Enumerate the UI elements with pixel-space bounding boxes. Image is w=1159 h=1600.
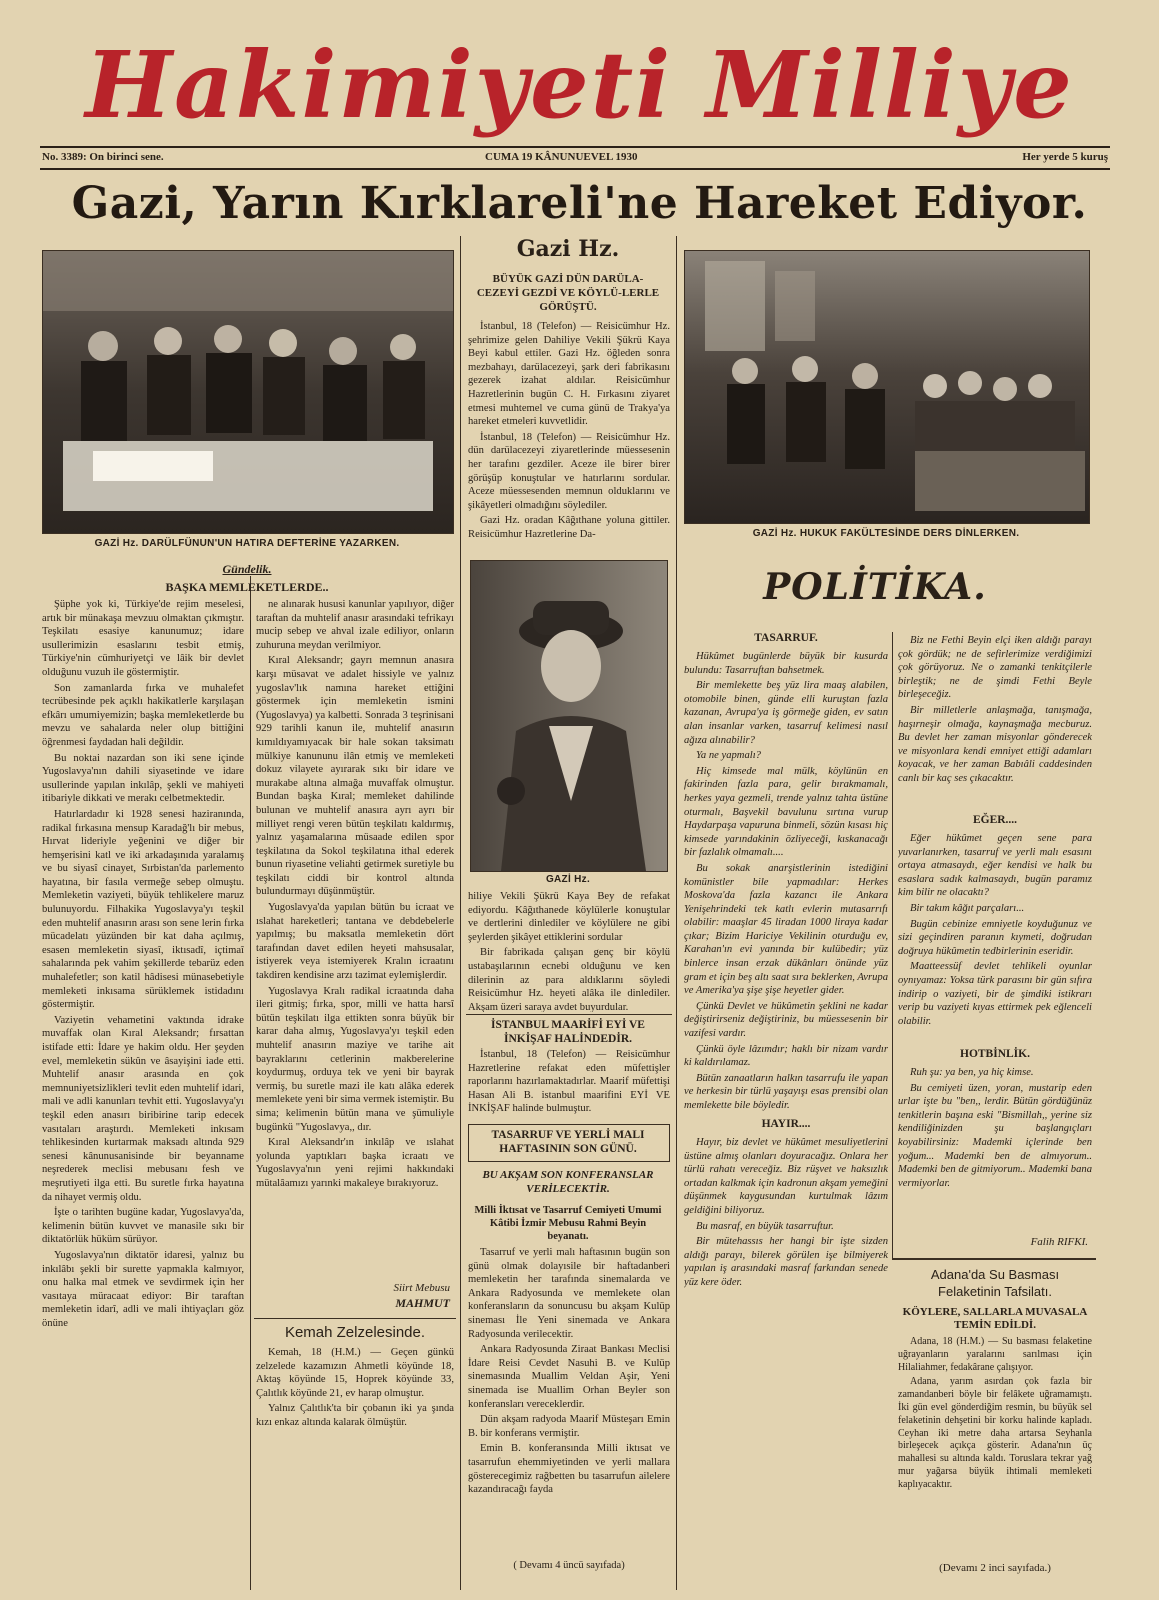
photo-gazi-writing (42, 250, 454, 534)
hotbinlik-section-title: HOTBİNLİK. (960, 1048, 1030, 1060)
issue-date: CUMA 19 KÂNUNUEVEL 1930 (485, 151, 638, 163)
paragraph: Yugoslavya'nın diktatör idaresi, yalnız bu inkılâbı şekli bir surette yapmakla kalmıyor, onu halka mal etmek ve sevdirmek için her vasıtaya müracaat ediyor: Bir taraftan memleketin idarî, adli ve mali ihtiyaçları göz önüne (42, 1249, 244, 1329)
photo-image (471, 561, 667, 871)
paragraph: Bir memlekette beş yüz lira maaş alabilen, otomobile binen, günde elli kuruştan fazla kazanan, Avrupa'ya iş görmeğe giden, ev satın alan insanlar varken, tasarruf kelimesi nasıl ağıza alınabilir? (684, 680, 888, 746)
section-rule (254, 1318, 456, 1319)
tasarruf-continued: ( Devamı 4 üncü sayıfada) (513, 1560, 625, 1571)
paragraph: İstanbul, 18 (Telefon) — Reisicümhur Hz. dün darülacezeyi ziyaretlerinde müessesenin her tarafını gezdiler. Aceze ile birer birer görüşüp konuştular ve hatırlarını sordular. Aceze müessesenden memnun olduklarını ve şikâyetleri olmadığını söylediler. (468, 431, 670, 511)
issue-number: No. 3389: On birinci sene. (42, 151, 164, 163)
adana-article (898, 1336, 1092, 1558)
politika-title: POLİTİKA. (763, 566, 987, 608)
dateline (40, 146, 1110, 170)
section-rule (466, 1014, 672, 1015)
paragraph: Yugoslavya Kralı radikal icraatında daha ileri gitmiş; fırka, spor, milli ve hatta harsî bütün teşkilatı ilga ettikten sonra büyük bir karar daha almış, Yugoslavya'yı teşkil eden muhtelif anasırın maziye ve tarihe ait bayraklarını cetlerinin makberelerine koydurmuş, orduya tek ve yeni bir bayrak vermiş, bu suretle mazi ile katı alâka ederek memlekete yeni bir sima vermek istemiştir. Bu sima; kelimenin bütün mana ve şümuliyle bugünkü "Yugoslavya,, dır. (256, 985, 454, 1133)
politika-author: Falih RIFKI. (1030, 1236, 1088, 1248)
paragraph: Bugün cebinize emniyetle koyduğunuz ve sizi geçindiren paranın kıymeti, doğrudan doğruya hükûmetin tedbirlerinin eseridir. (898, 918, 1092, 957)
tasarruf-box-subtitle: BU AKŞAM SON KONFERANSLAR VERİLECEKTİR. (482, 1169, 654, 1195)
paragraph: İstanbul, 18 (Telefon) — Reisicümhur Hazretlerine refakat eden müfettişler raporlarını hazırlamaktadırlar. Maarif müfettişi Hasan Ali B. istanbul maarifini EYİ VE İNKİŞAF halinde bulmuştur. (468, 1049, 670, 1115)
paragraph: Kemah, 18 (H.M.) — Geçen günkü zelzelede kazamızın Ahmetli köyünde 18, Aktaş köyünde 15, Hoprek köyünde 33, Çalıtlık köyünde 21, ev harap olmuştur. (256, 1347, 454, 1399)
paragraph: Emin B. konferansında Milli iktısat ve tasarrufun ehemmiyetinden ve yerli mallara gösterecegimiz rağbetten bu tasarrufun ailelere kazandıracağı fayda (468, 1443, 670, 1496)
politika-column-1b (684, 1136, 888, 1576)
gundelik-author: MAHMUT (395, 1296, 450, 1310)
paragraph: Son zamanlarda fırka ve muhalefet tecrübesinde pek açıklı hakikatlerle karşılaşan efkârı umumiyemizin; başka memleketlerde bu mevzu ve sahalarda neler olup bittiğini öğrenmesi faydadan hali değildir. (42, 682, 244, 748)
paragraph: Hükûmet bugünlerde büyük bir kusurda bulundu: Tasarruftan bahsetmek. (684, 651, 888, 676)
photo-caption-right: GAZİ Hz. HUKUK FAKÜLTESİNDE DERS DİNLERKEN. (752, 528, 1020, 539)
paragraph: Yalnız Çalıtlık'ta bir çobanın iki ya şında kızı enkaz altında kalarak ölmüştür. (256, 1403, 454, 1428)
paragraph: Ya ne yapmalı? (696, 750, 761, 762)
paragraph: Bu cemiyeti üzen, yoran, mustarip eden urlar işte bu "ben,, lerdir. Bütün gördüğünüz tenkitlerin başına eski "Bismillah,, yerine siz kendiliğinizden şu başlangıçları koyabilirsiniz: Mademki içlerinde ben yoğum... Mademki ben de almıyorum.. Mademki ben de gitmiyorum.. Mademki bana vermiyorlar. (898, 1082, 1092, 1189)
gazi-subtitle: BÜYÜK GAZİ DÜN DARÜLA-CEZEYİ GEZDİ VE KÖYLÜ-LERLE GÖRÜŞTÜ. (476, 273, 660, 313)
paragraph: Hayır, biz devlet ve hükûmet mesuliyetlerini üstüne almış olanları doyuracağız. Onlara her türlü rahatı vereceğiz. Biz rüşvet ve haksızlık ortadan kalkmak için kadronun akşam yemeğini düşünmek kaygusundan kurtulmak lâzım geldiğini biliyoruz. (684, 1137, 888, 1216)
masthead-title: Hakimiyeti Milliye (85, 31, 1074, 139)
gundelik-author-title: Siirt Mebusu (393, 1282, 450, 1294)
gundelik-label: Gündelik. (222, 562, 272, 576)
column-rule (250, 576, 251, 1590)
column-rule (460, 236, 461, 1590)
paragraph: Ruh şu: ya ben, ya hiç kimse. (910, 1067, 1034, 1078)
paragraph: Ankara Radyosunda Ziraat Bankası Meclisi İdare Reisi Cevdet Nasuhi B. ve Kulüp sinemasında Muallim Veldan Aşir, Yeni sinemada ise Muallim Orhan Beyler son konferansları vereceklerdir. (468, 1344, 670, 1410)
paragraph: Adana, 18 (H.M.) — Su basması felaketine uğrayanların yaralarını sarılması için Hilaliahmer, fedakârane çalışıyor. (898, 1336, 1092, 1373)
paragraph: Dün akşam radyoda Maarif Müsteşarı Emin B. bir konferans vermiştir. (468, 1414, 670, 1439)
paragraph: Eğer hükûmet geçen sene para yuvarlanırken, tasarruf ve yerli malı esasını ortaya atmasaydı, eğer kendisi ve halk bu esaslara sadık kalmasaydı, bugün paramız kim bilir ne olacaktı? (898, 833, 1092, 899)
paragraph: Bir takım kâğıt parçaları... (910, 902, 1025, 914)
paragraph: Çünkü öyle lâzımdır; haklı bir nizam vardır ki kaldırılamaz. (684, 1043, 888, 1069)
section-rule (892, 1258, 1096, 1260)
maarif-article (468, 1048, 670, 1118)
photo-image (685, 251, 1089, 523)
eger-section-title: EĞER.... (972, 814, 1018, 826)
kemah-article (256, 1346, 454, 1586)
photo-image (43, 251, 453, 533)
politika-column-2b (898, 832, 1092, 1044)
politika-column-2 (898, 634, 1092, 812)
photo-caption-center: GAZİ Hz. (545, 874, 591, 885)
maarif-title: İSTANBUL MAARİFİ EYİ VE İNKİŞAF HALİNDEDİR. (491, 1019, 645, 1045)
tasarruf-box-article (468, 1246, 670, 1554)
paragraph: Bu masraf, en büyük tasarruftur. (696, 1220, 834, 1232)
paragraph: İstanbul, 18 (Telefon) — Reisicümhur Hz. şehrimize gelen Dahiliye Vekili Şükrü Kaya Beyi kabul ettiler. Gazi Hz. öğleden sonra mezbahayı, darülacezeyi, şark deri fabrikasını gezerek izahat aldılar. Reisicümhur Hazretlerinin bugün C. H. Fırkasını ziyaret etmesi muhtemel ve cuma günü de Trakya'ya hareket etmeleri kuvvetlidir. (468, 321, 670, 428)
gazi-article-bottom (468, 890, 670, 1012)
paragraph: Bütün zanaatların halkın tasarrufu ile yapan ve herkesin bir türlü yaşayışı esas prensibi olan memlekette bile böyledir. (684, 1072, 888, 1111)
paragraph: Şüphe yok ki, Türkiye'de rejim meselesi, artık bir münakaşa mevzuu olmaktan çıkmıştır. Teşkilatı esasiye kanunumuz; idare usullerimizin esaslarını tesbit etmiş, Türkiye'nin cümhuriyetçi ve lâik bir devlet olduğunu vuzuh ile göstermiştir. (42, 599, 244, 678)
gazi-article-top (468, 320, 670, 556)
paragraph: Bir mütehassıs her hangi bir işte sizden aldığı parayı, bilerek görülen işe bilmiyerek yapılan iş arasındaki masraf farkından senede yüz kere öder. (684, 1236, 888, 1288)
politika-column-2c (898, 1066, 1092, 1234)
paragraph: Kıral Aleksandr; gayrı memnun anasıra karşı müsavat ve adalet hissiyle ve yalnız yugoslav'lık namına hareket ettiğini göstermek için memleketin ismini (Yugoslavya) ya kalbetti. Sonrada 3 teşrinisani 929 tarihli kanun ile, muhtelif anasırın kımıldıyamıyacak bir hale sokan taksimatı mülkiye kanununu ilân etmiş ve memleketi dokuz vilayete ayırarak sıkı bir idare ve murakabe altına almağa muvaffak olmuştur. Bundan başka Kıral; memleket dahilinde bulunan ve muhtelif anasıra ayrı ayrı bir milliyet rengi veren bütün teşkilatı kaldırmış, yalnız yaşamalarına müsaade edilen spor teşkilatına da Sokol teşkilatına ithal ederek bunun riyasetine veliahti getirmek suretiyle bu teşkilatı ciddi bir kontrol altında bulundurmayı düşünmüştür. (256, 655, 454, 898)
tasarruf-box-title: TASARRUF VE YERLİ MALI HAFTASININ SON GÜNÜ. (491, 1129, 645, 1155)
paragraph: Bu sokak anarşistlerinin istediğini komünistler bile yapmadılar: Herkes Moskova'da fazla kazancı ile Ankara Yenişehrindeki tek katlı evlerin mutasarrıfı olabilir: maaşlar 45 liradan 1000 liraya kadar çıkar; Bizim Hariciye Vekilinin oturduğu ev, Karahan'ın evi yanında bir kulübedir; yüz binlerce insan erzak dükânları önünde yüz gram et için beş altı saat sıra beklerken, Avrupa ve Amerika'ya şişe şişe heyetler gider. (684, 862, 888, 997)
tasarruf-section-title: TASARRUF. (754, 632, 818, 644)
paragraph: Maatteessüf devlet tehlikeli oyunlar oynıyamaz: Yoksa türk parasını bir gün sıfıra indirip o vaziyeti, bir de şimdiki istikrarı verip bu vaziyeti kıyas ettirmek pek eğlenceli olabilir. (898, 961, 1092, 1027)
gundelik-title: BAŞKA MEMLEKETLERDE.. (165, 580, 329, 594)
gundelik-column-1 (42, 598, 244, 1588)
main-headline: Gazi, Yarın Kırklareli'ne Hareket Ediyor. (71, 178, 1088, 229)
paragraph: İşte o tarihten bugüne kadar, Yugoslavya'da, kelimenin bütün kuvvet ve manasile sıkı bir diktatörlük hüküm sürüyor. (42, 1207, 244, 1246)
paragraph: Bu noktai nazardan son iki sene içinde Yugoslavya'nın dahili siyasetinde ve idare usullerinde yapılan inkılâp, şekli ve mahiyeti itibariyle dikkati ve merakı celbetmektedir. (42, 752, 244, 805)
hayir-section-title: HAYIR.... (761, 1118, 811, 1130)
paragraph: Bir milletlerle anlaşmağa, tanışmağa, haşırneşir olmağa, kaynaşmağa mecburuz. Bu devlet her zaman misyonlar gönderecek ve misyonlara kendi emniyet ettiği adamları koyacak, ve her zaman Babıâli caddesinden canlı bir kaç ses çıkacaktır. (898, 704, 1092, 784)
paragraph: Adana, yarım asırdan çok fazla bir zamandanberi böyle bir felâkete uğramamıştı. İki gün evel gönderdiğim resmin, bu büyük sel felaketinin dehşetini bir korku halinde kapladı. Ceyhan iki metre daha artarsa Seyhanla birleşecek açıkça gösterir. Adana'nın üç mahallesi su altında kaldı. Toruslara tekrar yağ mur yağarsa büyük ihtimali memleketi kaplıyacaktır. (898, 1376, 1092, 1490)
adana-continued: (Devamı 2 inci sayıfada.) (939, 1562, 1051, 1574)
paragraph: Kıral Aleksandr'ın inkılâp ve ıslahat yolunda yaptıkları başka icraatı ve Yugoslavya'nın yeni rejimi hakkındaki mütalâamızı yarınki makaleye bırakıyoruz. (256, 1137, 454, 1189)
paragraph: Vaziyetin vehametini vaktında idrake muvaffak olan Kıral Aleksandr; fırsattan istifade etti: İdare ye hakim oldu. Her şeyden evel, memleketin sükûn ve âsayişini iade etti. Muhtelif anasır arasında en çok memnuniyetsizlikleri tevlit eden muhtelif idari, mali ve adli kanunları tevhit etti. Yugoslavya'yı teşkil eden anasırı biribirine tarip edecek vasıtaları araştırdı. Memleketi inkısam tehlikesinden kurtarmak maksadı altında 929 senesi kânunusanisinde bir beyanname neşrederek meclisi mebusanı fesh ve meşrutiyeti ilga etti. Bu suretle fırka hayatına da nihayet vermiş oldu. (42, 1014, 244, 1203)
kemah-title: Kemah Zelzelesinde. (284, 1324, 426, 1341)
paragraph: Yugoslavya'da yapılan bütün bu icraat ve ıslahat hareketleri; tantana ve debdebelerle yapılmış; bu maksatla memleketin dört tarafından davet edilen heyeti mahsusalar, istiyerek veya istemiyerek Kralın icraatını takdiren kendisine arzı tazimat eylemişlerdir. (256, 902, 454, 982)
gazi-title: Gazi Hz. (516, 236, 620, 262)
photo-gazi-lecture (684, 250, 1090, 524)
issue-price: Her yerde 5 kuruş (1022, 151, 1108, 163)
column-rule (892, 632, 893, 1258)
photo-caption-left: GAZİ Hz. DARÜLFÜNUN'UN HATIRA DEFTERİNE YAZARKEN. (94, 538, 400, 549)
paragraph: ne alınarak hususi kanunlar yapılıyor, diğer taraftan da muhtelif anasır arasındaki tefrikayı mucip sebep ve ahval izale ediliyor, onların zuhuruna meydan verilmiyor. (256, 599, 454, 651)
paragraph (684, 1115, 888, 1116)
gundelik-column-2 (256, 598, 454, 1284)
column-rule (676, 236, 677, 1590)
photo-gazi-portrait (470, 560, 668, 872)
tasarruf-box-byline: Milli İktısat ve Tasarruf Cemiyeti Umumi Kâtibi İzmir Mebusu Rahmi Beyin beyanatı. (474, 1205, 662, 1242)
paragraph: Gazi Hz. oradan Kâğıthane yoluna gittiler. Reisicümhur Hazretlerine Da- (468, 515, 670, 540)
paragraph: Çünkü Devlet ve hükûmetin şeklini ne kadar değiştirirseniz değiştiriniz, bu müessesenin bir vazifesi vardır. (684, 1000, 888, 1040)
adana-title: Adana'da Su Basması Felaketinin Tafsilatı. (930, 1267, 1060, 1299)
adana-subtitle: KÖYLERE, SALLARLA MUVASALA TEMİN EDİLDİ. (902, 1306, 1088, 1331)
paragraph: Hatırlardadır ki 1928 senesi haziranında, radikal fırkasına mensup Karadağ'lı bir mebus, Hırvat lideriyle yeğenini ve diğer bir hemşerisini katl ve iki arkadaşınıda yaralamış ve bu siyasî cinayet, Sırbistan'da parlemento hayatına, bir fasıla vermeğe sebep olmuştu. Memleketin vaziyeti, büyük tehlikelere maruz bulunuyordu. Filhakika Yugoslavya'yı teşkil eden muhtelif anasırın arası son sene lerin fırka mücadelatı yüzünden bir kat daha açılmış, esasen memleketin siyasî, iktısadî, içtimaî sahalarında pek vahim şekillerde tebarüz eden muhalefetler; son katil hâdisesi münasebetiyle memleketi inkısama sürüklemek istidadını göstermiştir. (42, 808, 244, 1011)
politika-column-1 (684, 650, 888, 1116)
paragraph: hiliye Vekili Şükrü Kaya Bey de refakat ediyordu. Kâğıthanede köylülerle konuştular ve dertlerini dinlediler ve köylülere ne gibi şeylerden şikâyet ettiklerini sordular (468, 891, 670, 943)
paragraph: Hiç kimsede mal mülk, köylünün en fakirinden fazla para, gelir bırakmamalı, herkes yaya gezmeli, trende yalnız tahta üstüne oturmalı, Başvekil bavulunu sırtına vurup Haydarpaşa vapuruna binmeli, sözün kısası hiç kimsede yarındakinin özliyeceği, kıskanacağı bir fazlalık olmamalı.... (684, 765, 888, 859)
paragraph: Tasarruf ve yerli malı haftasının bugün son günü olmak dolayısile bir haftadanberi memleketin her tarafında sinemalarda ve Ankara Radyosunda ve memlekete olan konferansların da sonuncusu bu akşam Kulüp sineması İle Yeni sinemada ve Ankara Radyosunda verilecektir. (468, 1247, 670, 1340)
paragraph: Bir fabrikada çalışan genç bir köylü ustabaşılarının ecnebi olduğunu ve ken dilerinin az para aldıklarını söyledi Reisicümhur Hz. heyeti alâka ile dinlediler. Akşam üzeri saraya avdet buyurdular. (468, 947, 670, 1012)
paragraph: Biz ne Fethi Beyin elçi iken aldığı parayı çok gördük; ne de sefirlerimize verdiğimizi çok görüyoruz. Ne o zamanki tenkitçilerle birleştik; ne de şimdi Fethi Beyle birleşeceğiz. (898, 635, 1092, 701)
